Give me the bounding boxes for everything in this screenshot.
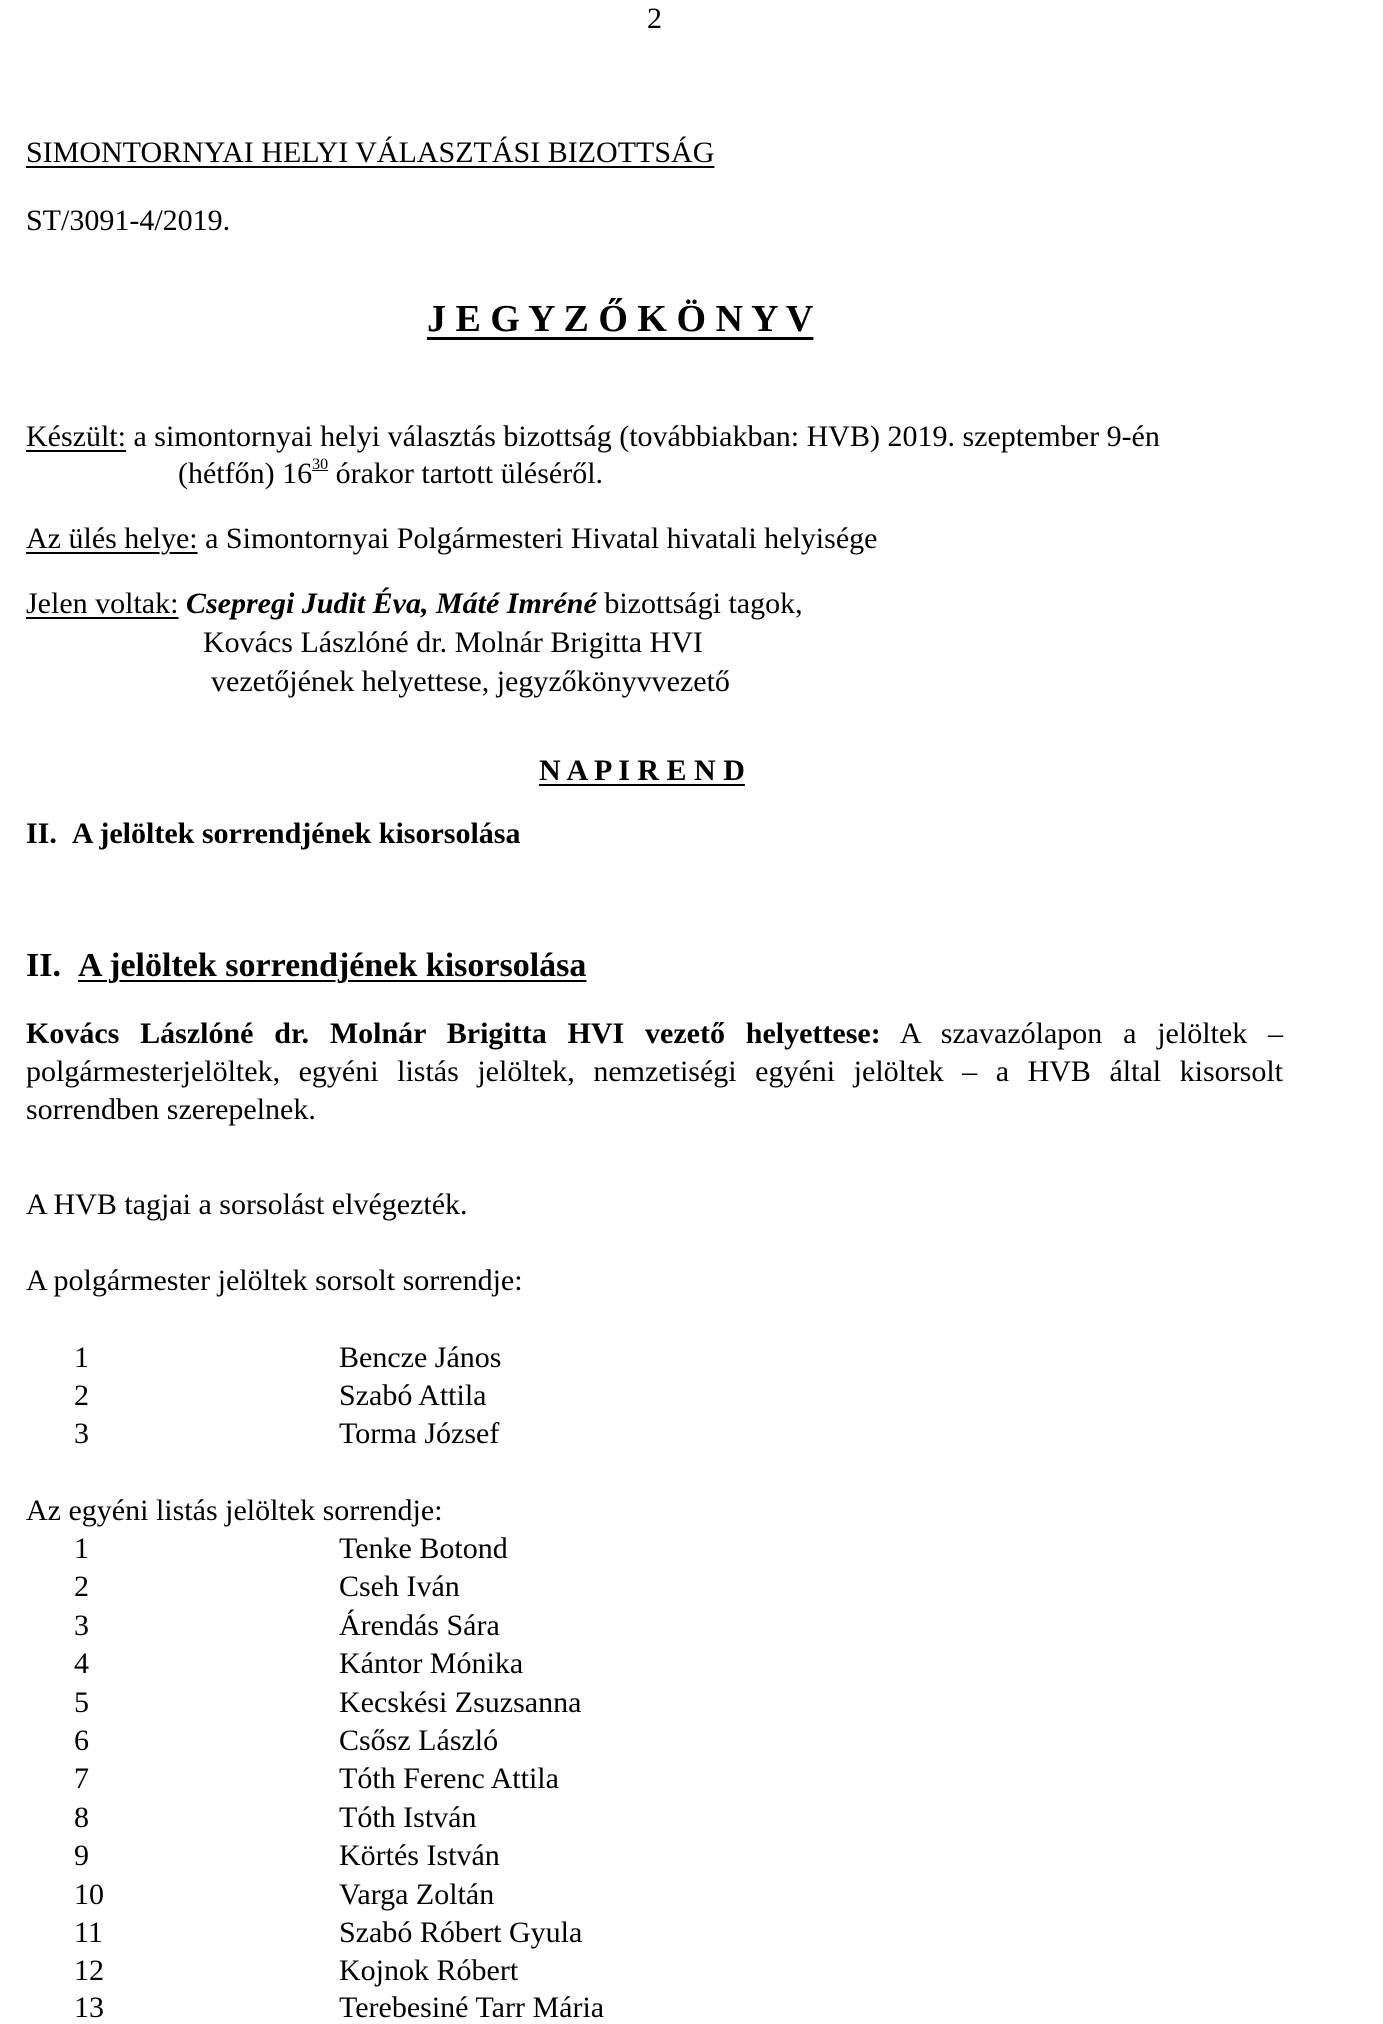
venue-line: [26, 524, 877, 554]
list-item-name: Bencze János: [339, 1341, 502, 1374]
mayor-list-heading: A polgármester jelöltek sorsolt sorrendje:: [26, 1264, 523, 1297]
section-title: A jelöltek sorrendjének kisorsolása: [77, 947, 587, 984]
list-item-number: 2: [74, 1570, 89, 1603]
present-role: bizottsági tagok,: [596, 587, 803, 620]
list-item-name: Árendás Sára: [339, 1609, 500, 1642]
made-label: Készült:: [26, 420, 126, 453]
list-item-number: 8: [74, 1801, 89, 1834]
list-item-name: Cseh Iván: [339, 1570, 460, 1603]
made-line-2: [178, 456, 604, 490]
speech-text: A szavazólapon a jelöltek – polgármesterjelöltek, egyéni listás jelöltek, nemzetiségi egyéni jelöltek – a HVB által kisorsolt sorrendben szerepelnek.: [26, 1017, 1284, 1126]
agenda-item-text: A jelöltek sorrendjének kisorsolása: [71, 817, 521, 850]
list-item-name: Tóth István: [339, 1801, 477, 1834]
section-number: II.: [26, 947, 61, 984]
list-item-number: 11: [74, 1916, 103, 1949]
draw-done-text: A HVB tagjai a sorsolást elvégezték.: [26, 1188, 468, 1221]
list-item-name: Torma József: [339, 1417, 500, 1450]
reference-number: ST/3091-4/2019.: [26, 204, 231, 237]
list-item-number: 6: [74, 1724, 89, 1757]
list-item-number: 1: [74, 1341, 89, 1374]
made-line-1: [26, 422, 1160, 452]
list-item-number: 10: [74, 1878, 104, 1911]
venue-label: Az ülés helye:: [26, 522, 198, 555]
page-number: 2: [647, 2, 662, 35]
individual-list-heading: Az egyéni listás jelöltek sorrendje:: [26, 1494, 443, 1527]
present-line-3: vezetőjének helyettese, jegyzőkönyvvezető: [211, 665, 730, 698]
agenda-item-number: II.: [26, 817, 57, 850]
list-item-number: 3: [74, 1609, 89, 1642]
list-item-name: Csősz László: [339, 1724, 499, 1757]
speech-paragraph: [26, 1015, 1283, 1129]
list-item-number: 13: [74, 1991, 104, 2024]
list-item-number: 5: [74, 1686, 89, 1719]
list-item-name: Kojnok Róbert: [339, 1954, 519, 1987]
list-item-number: 1: [74, 1532, 89, 1565]
list-item-name: Terebesiné Tarr Mária: [339, 1991, 605, 2024]
list-item-number: 2: [74, 1379, 89, 1412]
made-time-superscript: 30: [312, 456, 329, 473]
agenda-heading: N A P I R E N D: [539, 754, 745, 787]
list-item-number: 12: [74, 1954, 104, 1987]
section-heading: [26, 949, 586, 983]
present-label: Jelen voltak:: [26, 587, 179, 620]
list-item-name: Tóth Ferenc Attila: [339, 1762, 559, 1795]
present-names: Csepregi Judit Éva, Máté Imréné: [185, 587, 597, 620]
committee-name: SIMONTORNYAI HELYI VÁLASZTÁSI BIZOTTSÁG: [26, 136, 715, 169]
list-item-number: 9: [74, 1839, 89, 1872]
list-item-number: 7: [74, 1762, 89, 1795]
present-line-2: Kovács Lászlóné dr. Molnár Brigitta HVI: [203, 626, 703, 659]
venue-text: a Simontornyai Polgármesteri Hivatal hivatali helyisége: [197, 522, 878, 555]
list-item-name: Tenke Botond: [339, 1532, 508, 1565]
list-item-name: Kecskési Zsuzsanna: [339, 1686, 582, 1719]
made-text-1: a simontornyai helyi választás bizottság (továbbiakban: HVB) 2019. szeptember 9-én: [125, 420, 1160, 453]
list-item-name: Körtés István: [339, 1839, 500, 1872]
list-item-name: Kántor Mónika: [339, 1647, 524, 1680]
list-item-number: 4: [74, 1647, 89, 1680]
present-line-1: [26, 589, 803, 619]
list-item-name: Szabó Attila: [339, 1379, 487, 1412]
list-item-name: Szabó Róbert Gyula: [339, 1916, 583, 1949]
list-item-name: Varga Zoltán: [339, 1878, 495, 1911]
agenda-item: [26, 819, 520, 849]
document-title: J E G Y Z Ő K Ö N Y V: [427, 298, 814, 340]
speaker-name: Kovács Lászlóné dr. Molnár Brigitta HVI vezető helyettese:: [26, 1017, 881, 1050]
made-text-2-post: órakor tartott üléséről.: [328, 457, 604, 490]
list-item-number: 3: [74, 1417, 89, 1450]
made-text-2-pre: (hétfőn) 16: [178, 457, 313, 490]
